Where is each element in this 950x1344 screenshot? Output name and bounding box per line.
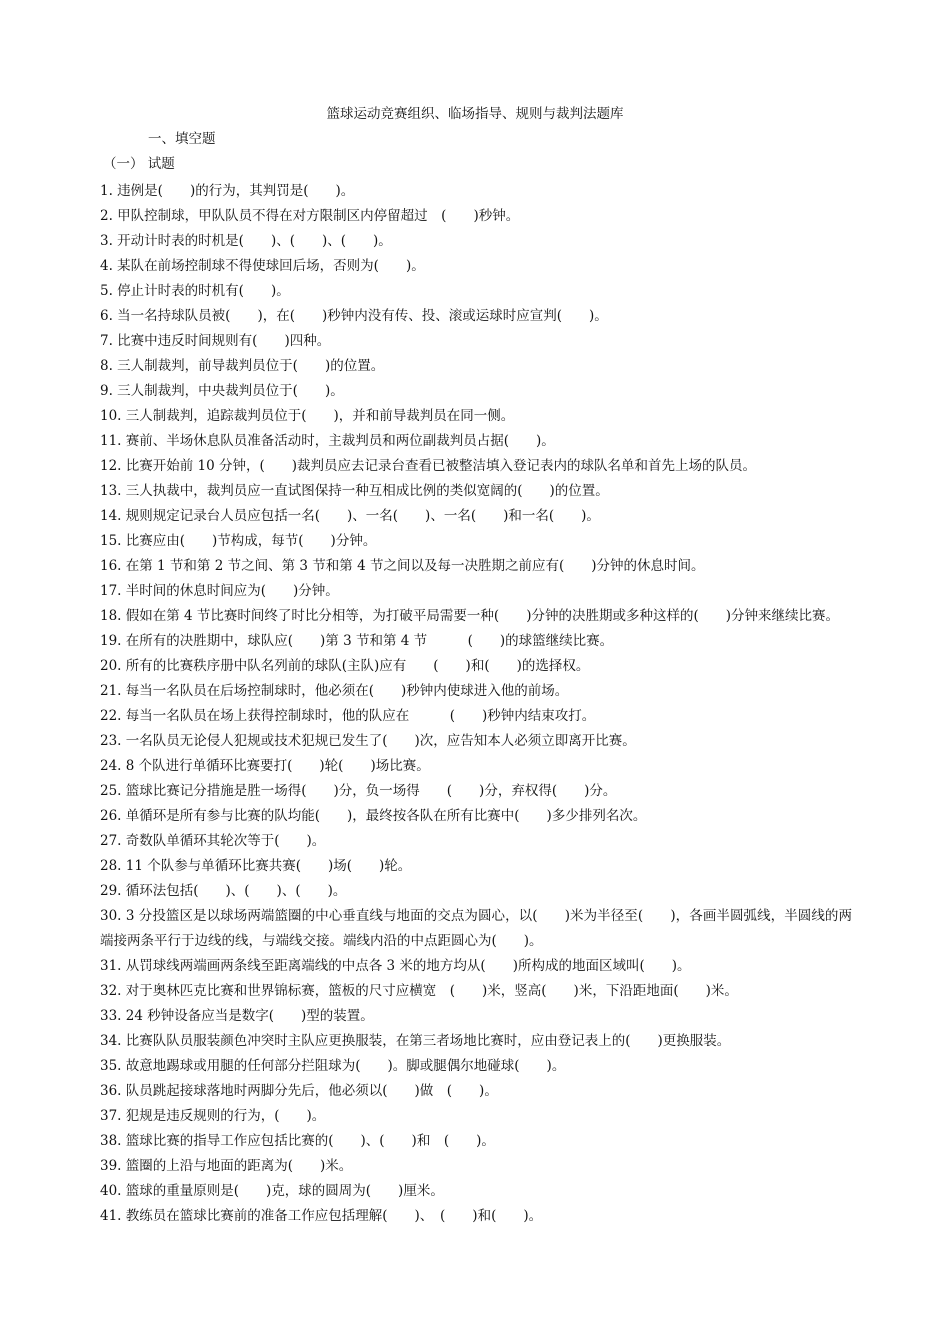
question-item: 7. 比赛中违反时间规则有( )四种。 — [100, 333, 331, 349]
question-item: 27. 奇数队单循环其轮次等于( )。 — [100, 833, 326, 849]
question-item: 12. 比赛开始前 10 分钟，( )裁判员应去记录台查看已被整洁填入登记表内的球队名单和首先上场的队员。 — [100, 458, 757, 474]
question-item: 38. 篮球比赛的指导工作应包括比赛的( )、( )和 ( )。 — [100, 1133, 495, 1149]
question-item: 29. 循环法包括( )、( )、( )。 — [100, 883, 347, 899]
question-item: 30. 3 分投篮区是以球场两端篮圈的中心垂直线与地面的交点为圆心，以( )米为半径至( )，各画半圆弧线，半圆线的两端接两条平行于边线的线，与端线交接。端线内沿的中点距圆心为( )。 — [100, 908, 852, 949]
question-item: 10. 三人制裁判，追踪裁判员位于( )，并和前导裁判员在同一侧。 — [100, 408, 515, 424]
question-item: 2. 甲队控制球，甲队队员不得在对方限制区内停留超过 ( )秒钟。 — [100, 208, 520, 224]
question-item: 16. 在第 1 节和第 2 节之间、第 3 节和第 4 节之间以及每一决胜期之前应有( )分钟的休息时间。 — [100, 558, 705, 574]
question-item: 26. 单循环是所有参与比赛的队均能( )，最终按各队在所有比赛中( )多少排列名次。 — [100, 808, 647, 824]
question-item: 25. 篮球比赛记分措施是胜一场得( )分，负一场得 ( )分，弃权得( )分。 — [100, 783, 617, 799]
question-item: 32. 对于奥林匹克比赛和世界锦标赛，篮板的尺寸应横宽 ( )米，竖高( )米，下沿距地面( )米。 — [100, 983, 738, 999]
page-title: 篮球运动竞赛组织、临场指导、规则与裁判法题库 — [326, 106, 624, 122]
question-item: 14. 规则规定记录台人员应包括一名( )、一名( )、一名( )和一名( )。 — [100, 508, 600, 524]
question-item: 20. 所有的比赛秩序册中队名列前的球队(主队)应有 ( )和( )的选择权。 — [100, 658, 590, 674]
question-list — [100, 179, 852, 1229]
question-item: 40. 篮球的重量原则是( )克，球的圆周为( )厘米。 — [100, 1183, 444, 1199]
question-item: 1. 违例是( )的行为，其判罚是( )。 — [100, 183, 355, 199]
question-item: 5. 停止计时表的时机有( )。 — [100, 283, 290, 299]
question-item: 28. 11 个队参与单循环比赛共赛( )场( )轮。 — [100, 858, 412, 874]
section-heading: 一、填空题 — [148, 131, 216, 147]
question-item: 34. 比赛队队员服装颜色冲突时主队应更换服装，在第三者场地比赛时，应由登记表上的( )更换服装。 — [100, 1033, 731, 1049]
question-item: 9. 三人制裁判，中央裁判员位于( )。 — [100, 383, 344, 399]
subsection-heading: （一） 试题 — [103, 156, 175, 172]
question-item: 8. 三人制裁判，前导裁判员位于( )的位置。 — [100, 358, 385, 374]
question-item: 6. 当一名持球队员被( )，在( )秒钟内没有传、投、滚或运球时应宣判( )。 — [100, 308, 608, 324]
question-item: 22. 每当一名队员在场上获得控制球时，他的队应在 ( )秒钟内结束攻打。 — [100, 708, 596, 724]
question-item: 4. 某队在前场控制球不得使球回后场，否则为( )。 — [100, 258, 425, 274]
question-item: 11. 赛前、半场休息队员准备活动时，主裁判员和两位副裁判员占据( )。 — [100, 433, 555, 449]
question-item: 17. 半时间的休息时间应为( )分钟。 — [100, 583, 339, 599]
question-item: 24. 8 个队进行单循环比赛要打( )轮( )场比赛。 — [100, 758, 430, 774]
question-item: 31. 从罚球线两端画两条线至距离端线的中点各 3 米的地方均从( )所构成的地面区域叫( )。 — [100, 958, 691, 974]
question-item: 3. 开动计时表的时机是( )、( )、( )。 — [100, 233, 392, 249]
question-item: 41. 教练员在篮球比赛前的准备工作应包括理解( )、 ( )和( )。 — [100, 1208, 543, 1224]
question-item: 23. 一名队员无论侵人犯规或技术犯规已发生了( )次，应告知本人必须立即离开比赛。 — [100, 733, 636, 749]
question-item: 21. 每当一名队员在后场控制球时，他必须在( )秒钟内使球进入他的前场。 — [100, 683, 569, 699]
question-item: 33. 24 秒钟设备应当是数字( )型的装置。 — [100, 1008, 374, 1024]
question-item: 36. 队员跳起接球落地时两脚分先后，他必须以( )做 ( )。 — [100, 1083, 498, 1099]
question-item: 35. 故意地踢球或用腿的任何部分拦阻球为( )。脚或腿偶尔地碰球( )。 — [100, 1058, 566, 1074]
question-item: 15. 比赛应由( )节构成，每节( )分钟。 — [100, 533, 377, 549]
question-item: 18. 假如在第 4 节比赛时间终了时比分相等，为打破平局需要一种( )分钟的决胜期或多种这样的( )分钟来继续比赛。 — [100, 608, 839, 624]
question-item: 19. 在所有的决胜期中，球队应( )第 3 节和第 4 节 ( )的球篮继续比赛。 — [100, 633, 614, 649]
question-item: 37. 犯规是违反规则的行为，( )。 — [100, 1108, 326, 1124]
question-item: 13. 三人执裁中，裁判员应一直试图保持一种互相成比例的类似宽阔的( )的位置。 — [100, 483, 609, 499]
question-item: 39. 篮圈的上沿与地面的距离为( )米。 — [100, 1158, 353, 1174]
